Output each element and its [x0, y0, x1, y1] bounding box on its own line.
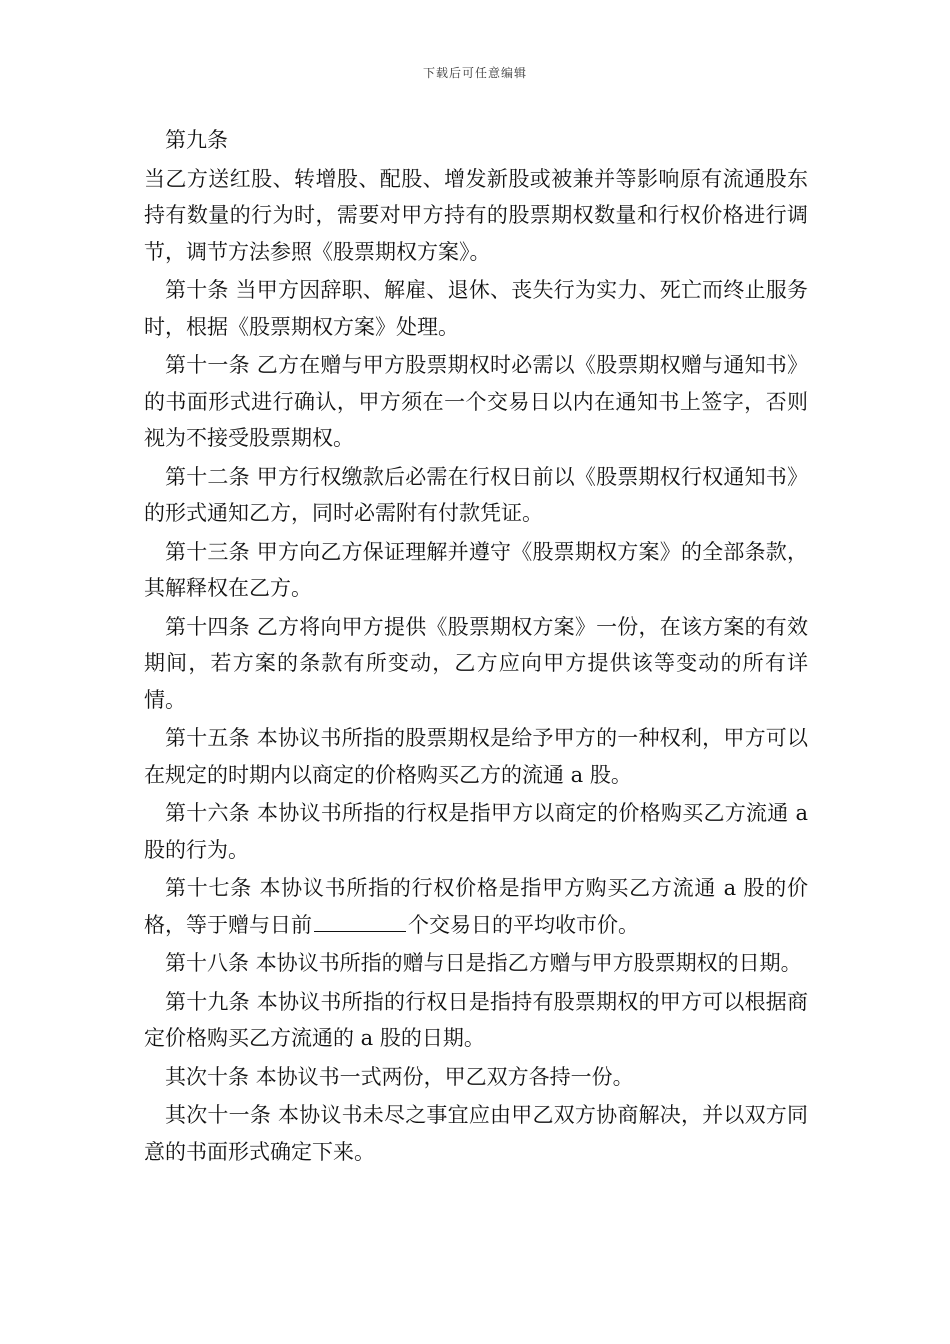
article-19 — [144, 984, 808, 1057]
article-9 — [144, 122, 808, 159]
article-title: 其次十一条 — [165, 1103, 272, 1127]
article-title: 第十条 — [165, 278, 229, 302]
article-14 — [144, 609, 808, 719]
article-text: 本协议书未尽之事宜应由甲乙双方协商解决，并以双方同意的书面形式确定下来。 — [144, 1103, 809, 1164]
article-9-body — [144, 161, 808, 271]
article-text: 乙方在赠与甲方股票期权时必需以《股票期权赠与通知书》的书面形式进行确认，甲方须在一个交易日以内在通知书上签字，否则视为不接受股票期权。 — [144, 353, 808, 450]
article-text: 甲方向乙方保证理解并遵守《股票期权方案》的全部条款，其解释权在乙方。 — [144, 539, 808, 600]
article-18 — [144, 945, 808, 982]
article-title: 第十二条 — [165, 464, 250, 489]
article-text: 本协议书所指的行权日是指持有股票期权的甲方可以根据商定价格购买乙方流通的 a 股的日期。 — [144, 989, 808, 1050]
article-title: 第十三条 — [165, 539, 250, 564]
fill-in-blank[interactable] — [314, 909, 406, 932]
article-15 — [144, 720, 808, 793]
article-text: 本协议书所指的行权价格是指甲方购买乙方流通 a 股的价格，等于赠与日前 — [144, 876, 809, 937]
page-header: 下载后可任意编辑 — [422, 66, 527, 80]
article-title: 第十八条 — [165, 951, 249, 975]
article-title: 第十七条 — [165, 876, 252, 900]
article-10 — [144, 272, 808, 345]
document-body — [144, 122, 808, 1172]
article-title: 第九条 — [165, 128, 228, 152]
article-17 — [144, 870, 808, 943]
article-text: 乙方将向甲方提供《股票期权方案》一份，在该方案的有效期间，若方案的条款有所变动，乙方应向甲方提供该等变动的所有详情。 — [144, 614, 808, 712]
article-title: 第十五条 — [165, 726, 250, 750]
article-text: 个交易日的平均收市价。 — [408, 912, 639, 937]
article-title: 第十九条 — [165, 989, 250, 1014]
article-text: 本协议书所指的赠与日是指乙方赠与甲方股票期权的日期。 — [255, 951, 802, 975]
article-title: 第十一条 — [165, 353, 250, 377]
article-title: 第十六条 — [165, 801, 251, 825]
article-text: 本协议书所指的行权是指甲方以商定的价格购买乙方流通 a 股的行为。 — [144, 801, 808, 862]
article-title: 其次十条 — [165, 1064, 249, 1089]
article-text: 本协议书一式两份，甲乙双方各持一份。 — [255, 1064, 634, 1089]
article-16 — [144, 795, 808, 868]
article-text: 当甲方因辞职、解雇、退休、丧失行为实力、死亡而终止服务时，根据《股票期权方案》处理。 — [144, 278, 808, 339]
article-21 — [144, 1097, 808, 1170]
article-13 — [144, 534, 808, 607]
article-text: 本协议书所指的股票期权是给予甲方的一种权利，甲方可以在规定的时期内以商定的价格购买乙方的流通 a 股。 — [144, 726, 808, 787]
article-12 — [144, 459, 808, 532]
article-text: 甲方行权缴款后必需在行权日前以《股票期权行权通知书》的形式通知乙方，同时必需附有付款凭证。 — [144, 464, 808, 525]
article-11 — [144, 347, 808, 457]
article-title: 第十四条 — [165, 614, 250, 639]
article-text: 当乙方送红股、转增股、配股、增发新股或被兼并等影响原有流通股东持有数量的行为时，需要对甲方持有的股票期权数量和行权价格进行调节，调节方法参照《股票期权方案》。 — [144, 166, 808, 264]
article-20 — [144, 1059, 808, 1096]
